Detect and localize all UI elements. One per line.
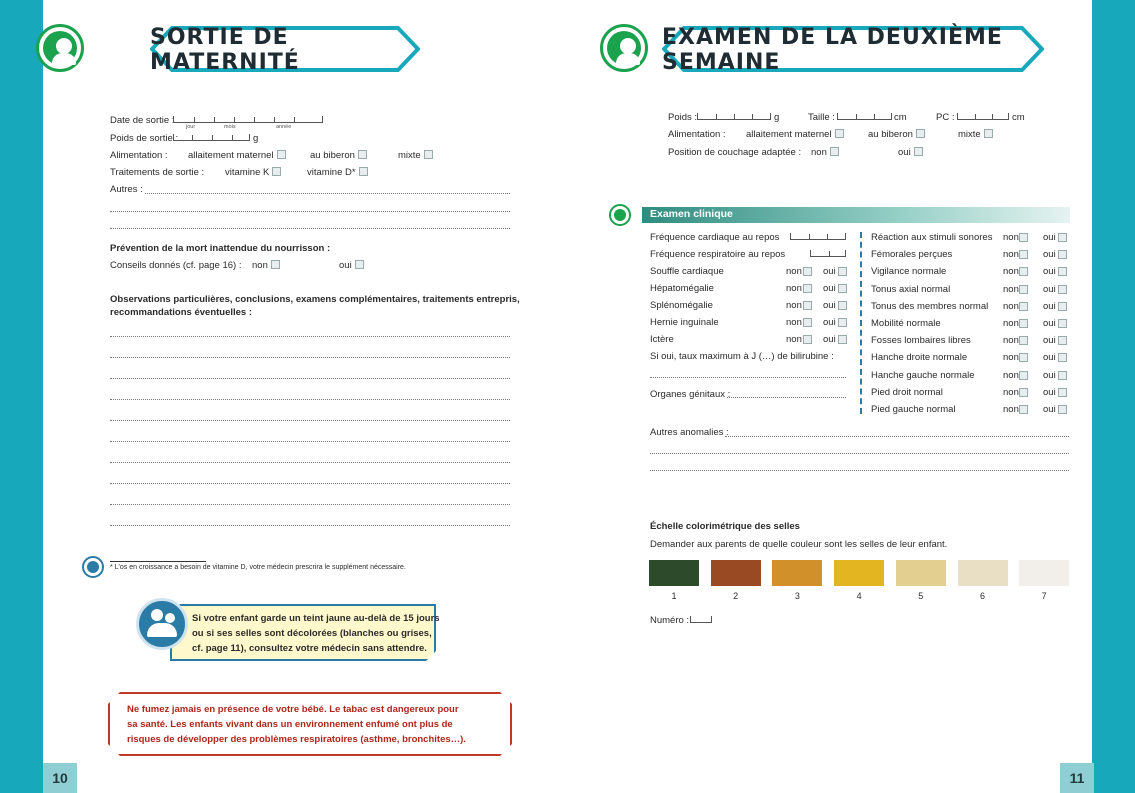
checkbox[interactable] [1019, 302, 1028, 311]
oui-label: oui [1043, 283, 1056, 295]
conseils-label: Conseils donnés (cf. page 16) : [110, 260, 242, 271]
oui-label: oui [823, 266, 836, 277]
checkbox[interactable] [1019, 405, 1028, 414]
oui-label: oui [823, 317, 836, 328]
checkbox[interactable] [1019, 336, 1028, 345]
position-label: Position de couchage adaptée : [668, 147, 802, 158]
clinical-item-label: Hanche gauche normale [871, 369, 975, 381]
clinical-item-label: Hanche droite normale [871, 352, 968, 364]
poids-sortie-label: Poids de sortie : [110, 133, 179, 144]
oui-label: oui [823, 334, 836, 345]
checkbox[interactable] [803, 318, 812, 327]
oui-label: oui [1043, 300, 1056, 312]
clinical-item-label: Pied droit normal [871, 386, 943, 398]
opt-vitd: vitamine D* [307, 167, 356, 178]
text-line[interactable] [727, 397, 846, 398]
checkbox[interactable] [277, 150, 286, 159]
checkbox[interactable] [1058, 250, 1067, 259]
text-line[interactable] [110, 420, 510, 421]
oui-label: oui [1043, 386, 1056, 398]
taille-field[interactable] [837, 113, 892, 120]
swatch-number: 1 [671, 591, 677, 601]
swatch-number: 5 [918, 591, 924, 601]
checkbox[interactable] [803, 335, 812, 344]
date-sortie-label: Date de sortie : [110, 115, 175, 126]
left-band [0, 52, 43, 793]
checkbox[interactable] [359, 167, 368, 176]
checkbox[interactable] [838, 267, 847, 276]
clinical-item-label: Hépatomégalie [650, 283, 714, 294]
oui-label: oui [1043, 318, 1056, 329]
checkbox[interactable] [1019, 285, 1028, 294]
non-label: non [1003, 318, 1019, 329]
text-line[interactable] [110, 399, 510, 400]
oui-label: oui [1043, 404, 1056, 415]
non-label: non [252, 260, 268, 271]
date-field[interactable] [173, 116, 323, 123]
opt-mixte: mixte [958, 129, 981, 140]
freq-resp-field[interactable] [810, 250, 846, 257]
text-line[interactable] [110, 504, 510, 505]
oui-label: oui [1043, 352, 1056, 364]
checkbox[interactable] [271, 260, 280, 269]
poids-unit: g [774, 112, 780, 123]
checkbox[interactable] [358, 150, 367, 159]
yellow-line-3: cf. page 11), consultez votre médecin sans attendre. [192, 643, 427, 654]
sub-annee: année [276, 124, 292, 130]
text-line[interactable] [110, 483, 510, 484]
clinical-item-label: Tonus des membres normal [871, 300, 989, 312]
text-line[interactable] [650, 453, 1069, 454]
prevention-title: Prévention de la mort inattendue du nourrisson : [110, 243, 331, 254]
checkbox[interactable] [1058, 405, 1067, 414]
checkbox[interactable] [838, 335, 847, 344]
checkbox[interactable] [803, 284, 812, 293]
checkbox[interactable] [1058, 353, 1067, 362]
text-line[interactable] [650, 470, 1069, 471]
pc-unit: cm [1012, 112, 1025, 123]
checkbox[interactable] [1058, 302, 1067, 311]
yellow-line-2: ou si ses selles sont décolorées (blanches ou grises, [192, 628, 432, 639]
autres-anomalies-label: Autres anomalies : [650, 427, 729, 438]
non-label: non [1003, 404, 1019, 415]
text-line[interactable] [110, 441, 510, 442]
opt-mixte: mixte [398, 150, 421, 161]
non-label: non [1003, 352, 1019, 364]
checkbox[interactable] [984, 129, 993, 138]
obs-title-1: Observations particulières, conclusions, examens complémentaires, traitements entrepris, [110, 294, 520, 305]
text-line[interactable] [110, 462, 510, 463]
checkbox[interactable] [355, 260, 364, 269]
non-label: non [1003, 300, 1019, 312]
parents-icon [136, 598, 188, 650]
non-label: non [1003, 369, 1019, 381]
clinical-item-label: Mobilité normale [871, 318, 941, 329]
numero-label: Numéro : [650, 615, 690, 626]
stool-color-swatch[interactable] [772, 560, 822, 586]
non-label: non [786, 334, 802, 345]
text-line[interactable] [650, 377, 846, 378]
obs-title-2: recommandations éventuelles : [110, 307, 253, 318]
oui-label: oui [1043, 335, 1056, 347]
traitements-label: Traitements de sortie : [110, 167, 205, 178]
clinical-item-label: Splénomégalie [650, 300, 713, 311]
non-label: non [811, 147, 827, 158]
swatch-number: 6 [979, 591, 985, 601]
text-line[interactable] [725, 436, 1069, 437]
poids-unit: g [253, 133, 259, 144]
checkbox[interactable] [838, 318, 847, 327]
clinical-item-label: Souffle cardiaque [650, 266, 724, 277]
stool-color-swatch[interactable] [896, 560, 946, 586]
doctor-icon [609, 204, 631, 226]
clinical-item-label: Vigilance normale [871, 266, 947, 278]
checkbox[interactable] [838, 301, 847, 310]
checkbox[interactable] [1058, 319, 1067, 328]
text-line[interactable] [110, 357, 510, 358]
checkbox[interactable] [914, 147, 923, 156]
non-label: non [786, 300, 802, 311]
echelle-title: Échelle colorimétrique des selles [650, 521, 800, 532]
text-line[interactable] [110, 378, 510, 379]
checkbox[interactable] [803, 301, 812, 310]
checkbox[interactable] [1019, 233, 1028, 242]
oui-label: oui [1043, 266, 1056, 278]
oui-label: oui [823, 283, 836, 294]
stool-color-swatch[interactable] [711, 560, 761, 586]
checkbox[interactable] [1019, 388, 1028, 397]
taille-unit: cm [894, 112, 907, 123]
left-page-title: SORTIE DE MATERNITÉ [150, 25, 300, 75]
checkbox[interactable] [1019, 353, 1028, 362]
checkbox[interactable] [1019, 267, 1028, 276]
red-line-1: Ne fumez jamais en présence de votre bébé. Le tabac est dangereux pour [127, 704, 459, 715]
freq-card-label: Fréquence cardiaque au repos [650, 232, 780, 243]
oui-label: oui [339, 260, 352, 271]
checkbox[interactable] [272, 167, 281, 176]
family-icon [82, 556, 104, 578]
red-line-2: sa santé. Les enfants vivant dans un environnement enfumé ont plus de [127, 719, 453, 730]
clinical-item-label: Tonus axial normal [871, 283, 951, 295]
text-line[interactable] [110, 525, 510, 526]
checkbox[interactable] [1019, 250, 1028, 259]
doctor-icon [600, 24, 648, 72]
stool-color-swatch[interactable] [649, 560, 699, 586]
freq-card-field[interactable] [790, 233, 846, 240]
stool-color-swatch[interactable] [958, 560, 1008, 586]
checkbox[interactable] [1058, 267, 1067, 276]
footnote: * L'os en croissance a besoin de vitamine D, votre médecin prescrira le supplément nécessaire. [110, 564, 406, 571]
checkbox[interactable] [1058, 233, 1067, 242]
checkbox[interactable] [1058, 285, 1067, 294]
numero-field[interactable] [690, 616, 712, 623]
red-line-3: risques de développer des problèmes respiratoires (asthme, bronchites…). [127, 734, 466, 745]
swatch-number: 4 [856, 591, 862, 601]
oui-label: oui [898, 147, 911, 158]
oui-label: oui [1043, 232, 1056, 243]
text-line[interactable] [110, 336, 510, 337]
poids-field[interactable] [697, 113, 771, 120]
clinical-item-label: Fémorales perçues [871, 249, 953, 261]
pc-label: PC : [936, 112, 955, 123]
opt-biberon: au biberon [310, 150, 355, 161]
clinical-item-label: Réaction aux stimuli sonores [871, 232, 993, 243]
freq-resp-label: Fréquence respiratoire au repos [650, 249, 786, 260]
doctor-icon [36, 24, 84, 72]
oui-label: oui [823, 300, 836, 311]
section-title: Examen clinique [650, 208, 733, 220]
non-label: non [786, 317, 802, 328]
autres-label: Autres : [110, 184, 143, 195]
bilirubine-label: Si oui, taux maximum à J (…) de bilirubine : [650, 351, 834, 362]
non-label: non [1003, 283, 1019, 295]
non-label: non [1003, 266, 1019, 278]
taille-label: Taille : [808, 112, 835, 123]
opt-biberon: au biberon [868, 129, 913, 140]
checkbox[interactable] [424, 150, 433, 159]
column-divider [860, 232, 862, 414]
checkbox[interactable] [803, 267, 812, 276]
checkbox[interactable] [838, 284, 847, 293]
swatch-number: 3 [794, 591, 800, 601]
checkbox[interactable] [1019, 319, 1028, 328]
alimentation-label: Alimentation : [668, 129, 726, 140]
non-label: non [1003, 386, 1019, 398]
clinical-item-label: Fosses lombaires libres [871, 335, 971, 347]
organes-label: Organes génitaux : [650, 389, 731, 400]
checkbox[interactable] [1058, 336, 1067, 345]
page-number-left: 10 [43, 763, 77, 793]
non-label: non [1003, 232, 1019, 243]
sub-jour: jour [186, 124, 196, 130]
sub-mois: mois [224, 124, 236, 130]
footnote-rule [110, 561, 206, 562]
opt-vitk: vitamine K [225, 167, 270, 178]
poids-field[interactable] [173, 134, 250, 141]
clinical-item-label: Hernie inguinale [650, 317, 719, 328]
non-label: non [786, 266, 802, 277]
clinical-item-label: Ictère [650, 334, 674, 345]
oui-label: oui [1043, 369, 1056, 381]
text-line[interactable] [110, 228, 510, 229]
clinical-item-label: Pied gauche normal [871, 404, 956, 415]
echelle-subtitle: Demander aux parents de quelle couleur sont les selles de leur enfant. [650, 539, 948, 550]
right-page-title: EXAMEN DE LA DEUXIÈME SEMAINE [662, 25, 1003, 75]
non-label: non [1003, 335, 1019, 347]
stool-color-swatch[interactable] [1019, 560, 1069, 586]
checkbox[interactable] [830, 147, 839, 156]
pc-field[interactable] [957, 113, 1009, 120]
non-label: non [786, 283, 802, 294]
text-line[interactable] [110, 211, 510, 212]
page-number-right: 11 [1060, 763, 1094, 793]
checkbox[interactable] [1058, 371, 1067, 380]
opt-allaitement: allaitement maternel [188, 150, 274, 161]
alimentation-label: Alimentation : [110, 150, 168, 161]
text-line[interactable] [145, 193, 510, 194]
checkbox[interactable] [1019, 371, 1028, 380]
yellow-line-1: Si votre enfant garde un teint jaune au-delà de 15 jours [192, 613, 440, 624]
swatch-number: 2 [733, 591, 739, 601]
poids-label: Poids : [668, 112, 698, 123]
opt-allaitement: allaitement maternel [746, 129, 832, 140]
non-label: non [1003, 249, 1019, 261]
right-band [1092, 52, 1135, 793]
checkbox[interactable] [835, 129, 844, 138]
swatch-number: 7 [1041, 591, 1047, 601]
checkbox[interactable] [916, 129, 925, 138]
stool-color-swatch[interactable] [834, 560, 884, 586]
checkbox[interactable] [1058, 388, 1067, 397]
oui-label: oui [1043, 249, 1056, 261]
